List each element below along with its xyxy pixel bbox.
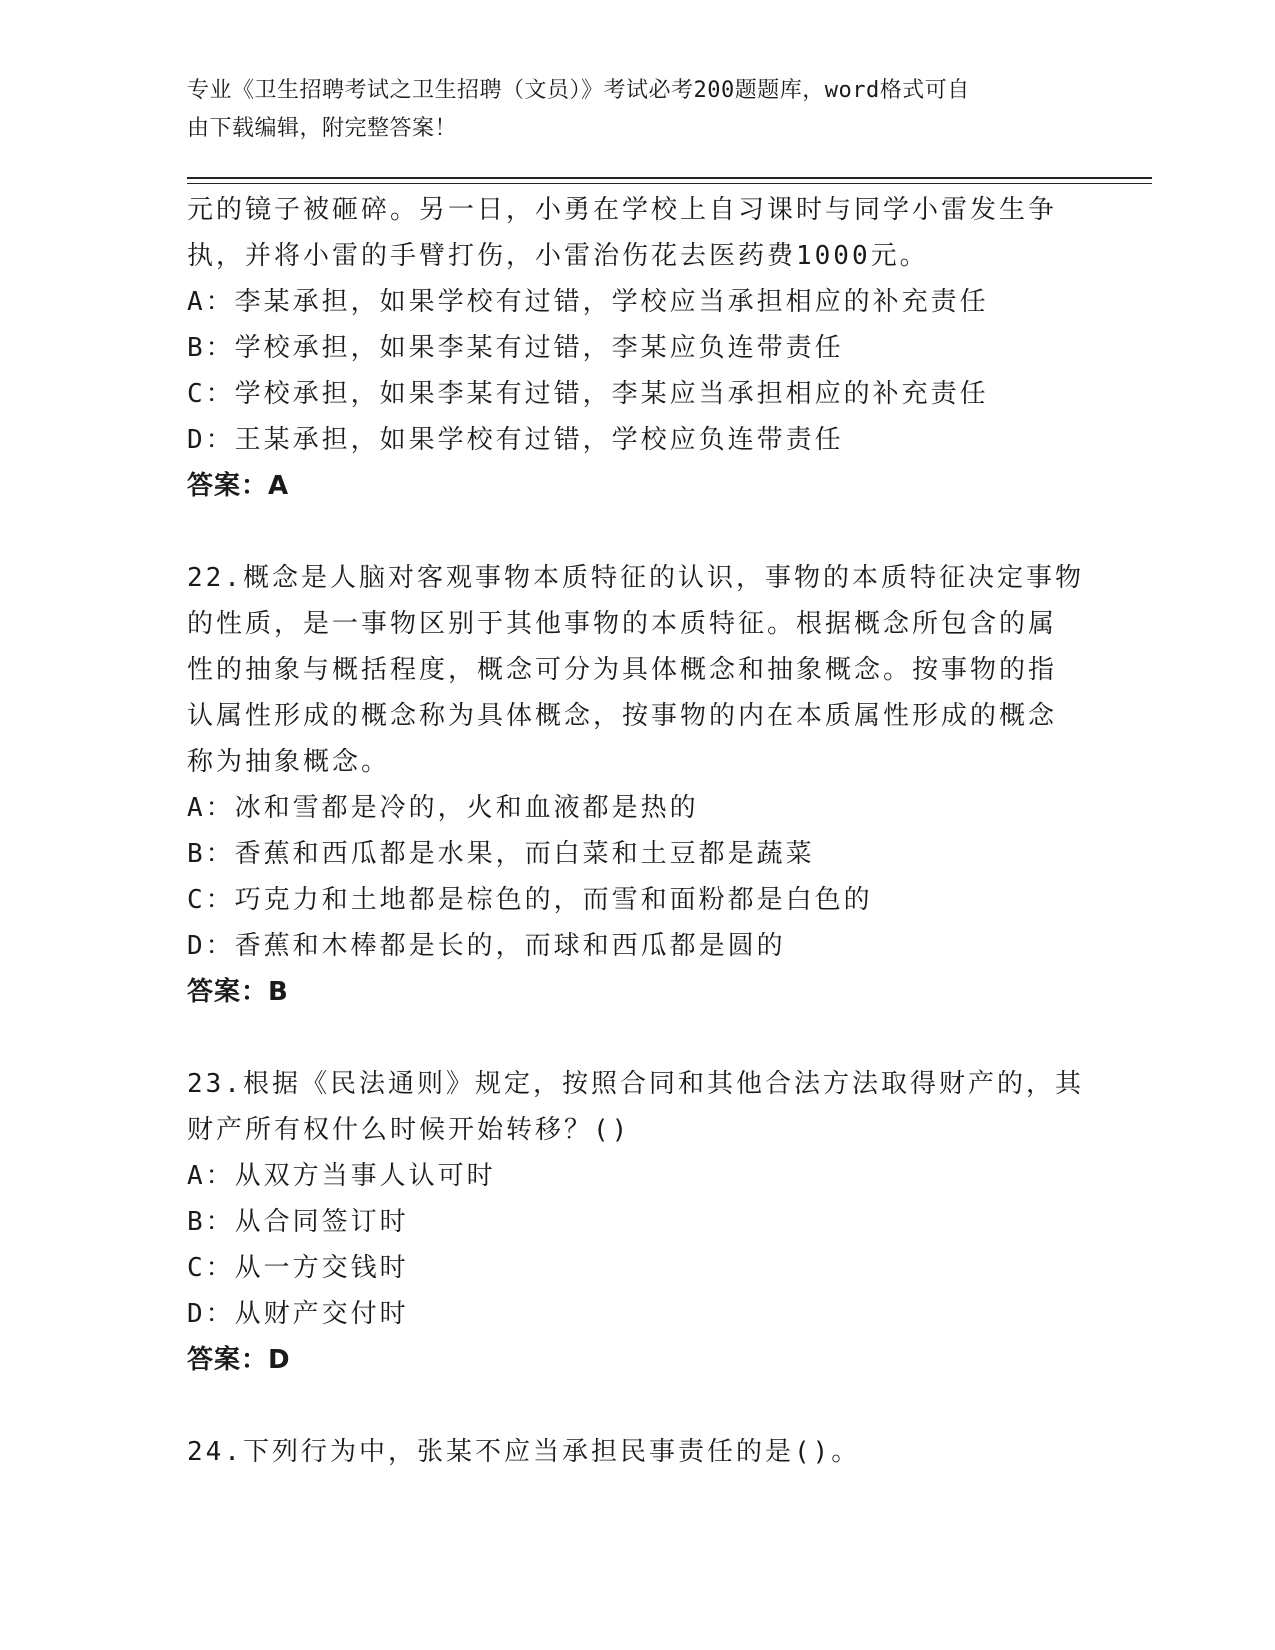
question-text-line: 的性质，是一事物区别于其他事物的本质特征。根据概念所包含的属 (187, 609, 1058, 639)
option-c: C：从一方交钱时 (187, 1253, 409, 1283)
answer-label: 答案：A (187, 471, 290, 501)
spacer (187, 509, 1107, 555)
question-text-line: 性的抽象与概括程度，概念可分为具体概念和抽象概念。按事物的指 (187, 655, 1058, 685)
question-text-line: 24.下列行为中，张某不应当承担民事责任的是()。 (187, 1437, 861, 1467)
header-divider-thin (187, 183, 1152, 184)
option-a: A：从双方当事人认可时 (187, 1161, 496, 1191)
question-text-line: 财产所有权什么时候开始转移？() (187, 1115, 631, 1145)
answer-label: 答案：B (187, 977, 289, 1007)
answer-label: 答案：D (187, 1345, 291, 1375)
question-22 (187, 555, 1107, 1015)
question-text-line: 23.根据《民法通则》规定，按照合同和其他合法方法取得财产的，其 (187, 1069, 1084, 1099)
option-b: B：从合同签订时 (187, 1207, 409, 1237)
header-line-2: 由下载编辑，附完整答案！ (187, 116, 458, 141)
document-body (187, 187, 1107, 1475)
document-header (187, 72, 1077, 148)
question-23 (187, 1061, 1107, 1383)
option-c: C：巧克力和土地都是棕色的，而雪和面粉都是白色的 (187, 885, 873, 915)
question-text-line: 22.概念是人脑对客观事物本质特征的认识，事物的本质特征决定事物 (187, 563, 1084, 593)
option-b: B：香蕉和西瓜都是水果，而白菜和土豆都是蔬菜 (187, 839, 815, 869)
option-d: D：王某承担，如果学校有过错，学校应负连带责任 (187, 425, 844, 455)
spacer (187, 1383, 1107, 1429)
option-a: A：李某承担，如果学校有过错，学校应当承担相应的补充责任 (187, 287, 989, 317)
question-text-line: 元的镜子被砸碎。另一日，小勇在学校上自习课时与同学小雷发生争 (187, 195, 1058, 225)
spacer (187, 1015, 1107, 1061)
question-24 (187, 1429, 1107, 1475)
question-text-line: 认属性形成的概念称为具体概念，按事物的内在本质属性形成的概念 (187, 701, 1058, 731)
question-text-line: 称为抽象概念。 (187, 747, 391, 777)
question-text-line: 执，并将小雷的手臂打伤，小雷治伤花去医药费1000元。 (187, 241, 929, 271)
option-d: D：香蕉和木棒都是长的，而球和西瓜都是圆的 (187, 931, 786, 961)
option-c: C：学校承担，如果李某有过错，李某应当承担相应的补充责任 (187, 379, 989, 409)
header-line-1: 专业《卫生招聘考试之卫生招聘（文员）》考试必考200题题库，word格式可自 (187, 78, 970, 103)
header-divider-thick (187, 177, 1152, 179)
option-b: B：学校承担，如果李某有过错，李某应负连带责任 (187, 333, 844, 363)
question-21 (187, 187, 1107, 509)
option-a: A：冰和雪都是冷的，火和血液都是热的 (187, 793, 699, 823)
option-d: D：从财产交付时 (187, 1299, 409, 1329)
